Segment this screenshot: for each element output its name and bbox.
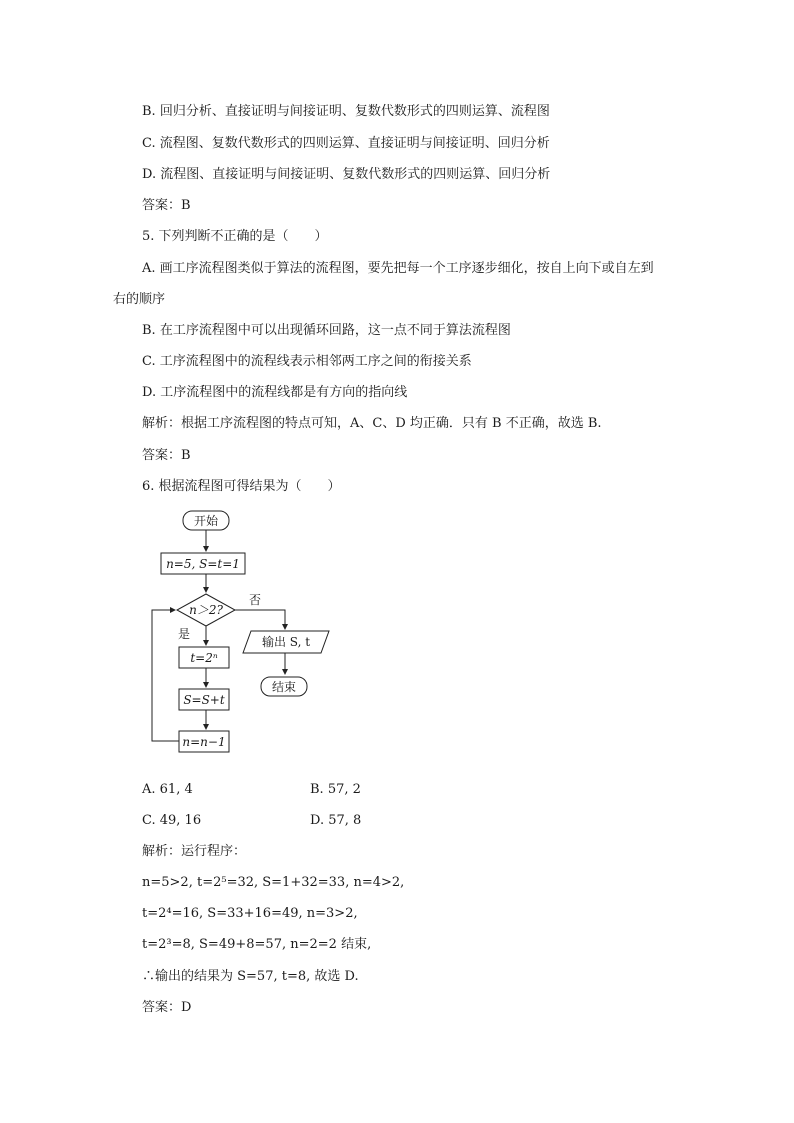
question-5-option-d: D. 工序流程图中的流程线都是有方向的指向线 [142,385,408,400]
flowchart-no-label: 否 [249,593,262,607]
question-5-stem: 5. 下列判断不正确的是（ ） [142,229,328,244]
question-6-conclusion: ∴输出的结果为 S=57, t=8, 故选 D. [142,969,359,984]
flowchart-yes-label: 是 [178,627,191,641]
question-6-option-a: A. 61, 4 [142,782,193,797]
option-b-prev: B. 回归分析、直接证明与间接证明、复数代数形式的四则运算、流程图 [142,104,550,119]
question-6-step-2: t=2⁴=16, S=33+16=49, n=3>2, [142,906,358,921]
answer-5: 答案：B [142,448,191,463]
option-d-prev: D. 流程图、直接证明与间接证明、复数代数形式的四则运算、回归分析 [142,167,551,182]
question-5-option-c: C. 工序流程图中的流程线表示相邻两工序之间的衔接关系 [142,354,472,369]
answer-4: 答案：B [142,198,191,213]
question-6-stem: 6. 根据流程图可得结果为（ ） [142,479,341,494]
question-5-option-a: A. 画工序流程图类似于算法的流程图，要先把每一个工序逐步细化，按自上向下或自左到 [142,261,654,276]
question-6-option-d: D. 57, 8 [310,813,362,828]
flowchart-init-label: n=5, S=t=1 [166,557,240,571]
question-6-analysis-title: 解析：运行程序： [142,844,247,859]
flowchart-output-label: 输出 S, t [261,635,311,649]
flowchart-svg [145,505,355,755]
question-6-step-3: t=2³=8, S=49+8=57, n=2=2 结束, [142,937,372,952]
question-5-option-a-cont: 右的顺序 [113,292,166,307]
flowchart-decrement-label: n=n−1 [182,735,226,749]
flowchart [145,505,355,759]
answer-6: 答案：D [142,1000,192,1015]
question-5-option-b: B. 在工序流程图中可以出现循环回路，这一点不同于算法流程图 [142,323,511,338]
question-6-step-1: n=5>2, t=2⁵=32, S=1+32=33, n=4>2, [142,875,405,890]
option-c-prev: C. 流程图、复数代数形式的四则运算、直接证明与间接证明、回归分析 [142,136,550,151]
flowchart-start-label: 开始 [193,514,219,528]
question-5-analysis: 解析：根据工序流程图的特点可知，A、C、D 均正确．只有 B 不正确，故选 B. [142,416,602,431]
flowchart-assign-t-label: t=2ⁿ [190,651,218,665]
flowchart-end-label: 结束 [271,680,297,694]
flowchart-condition-label: n＞2? [189,603,223,617]
flowchart-assign-s-label: S=S+t [183,693,225,707]
question-6-option-c: C. 49, 16 [142,813,202,828]
question-6-option-b: B. 57, 2 [310,782,361,797]
